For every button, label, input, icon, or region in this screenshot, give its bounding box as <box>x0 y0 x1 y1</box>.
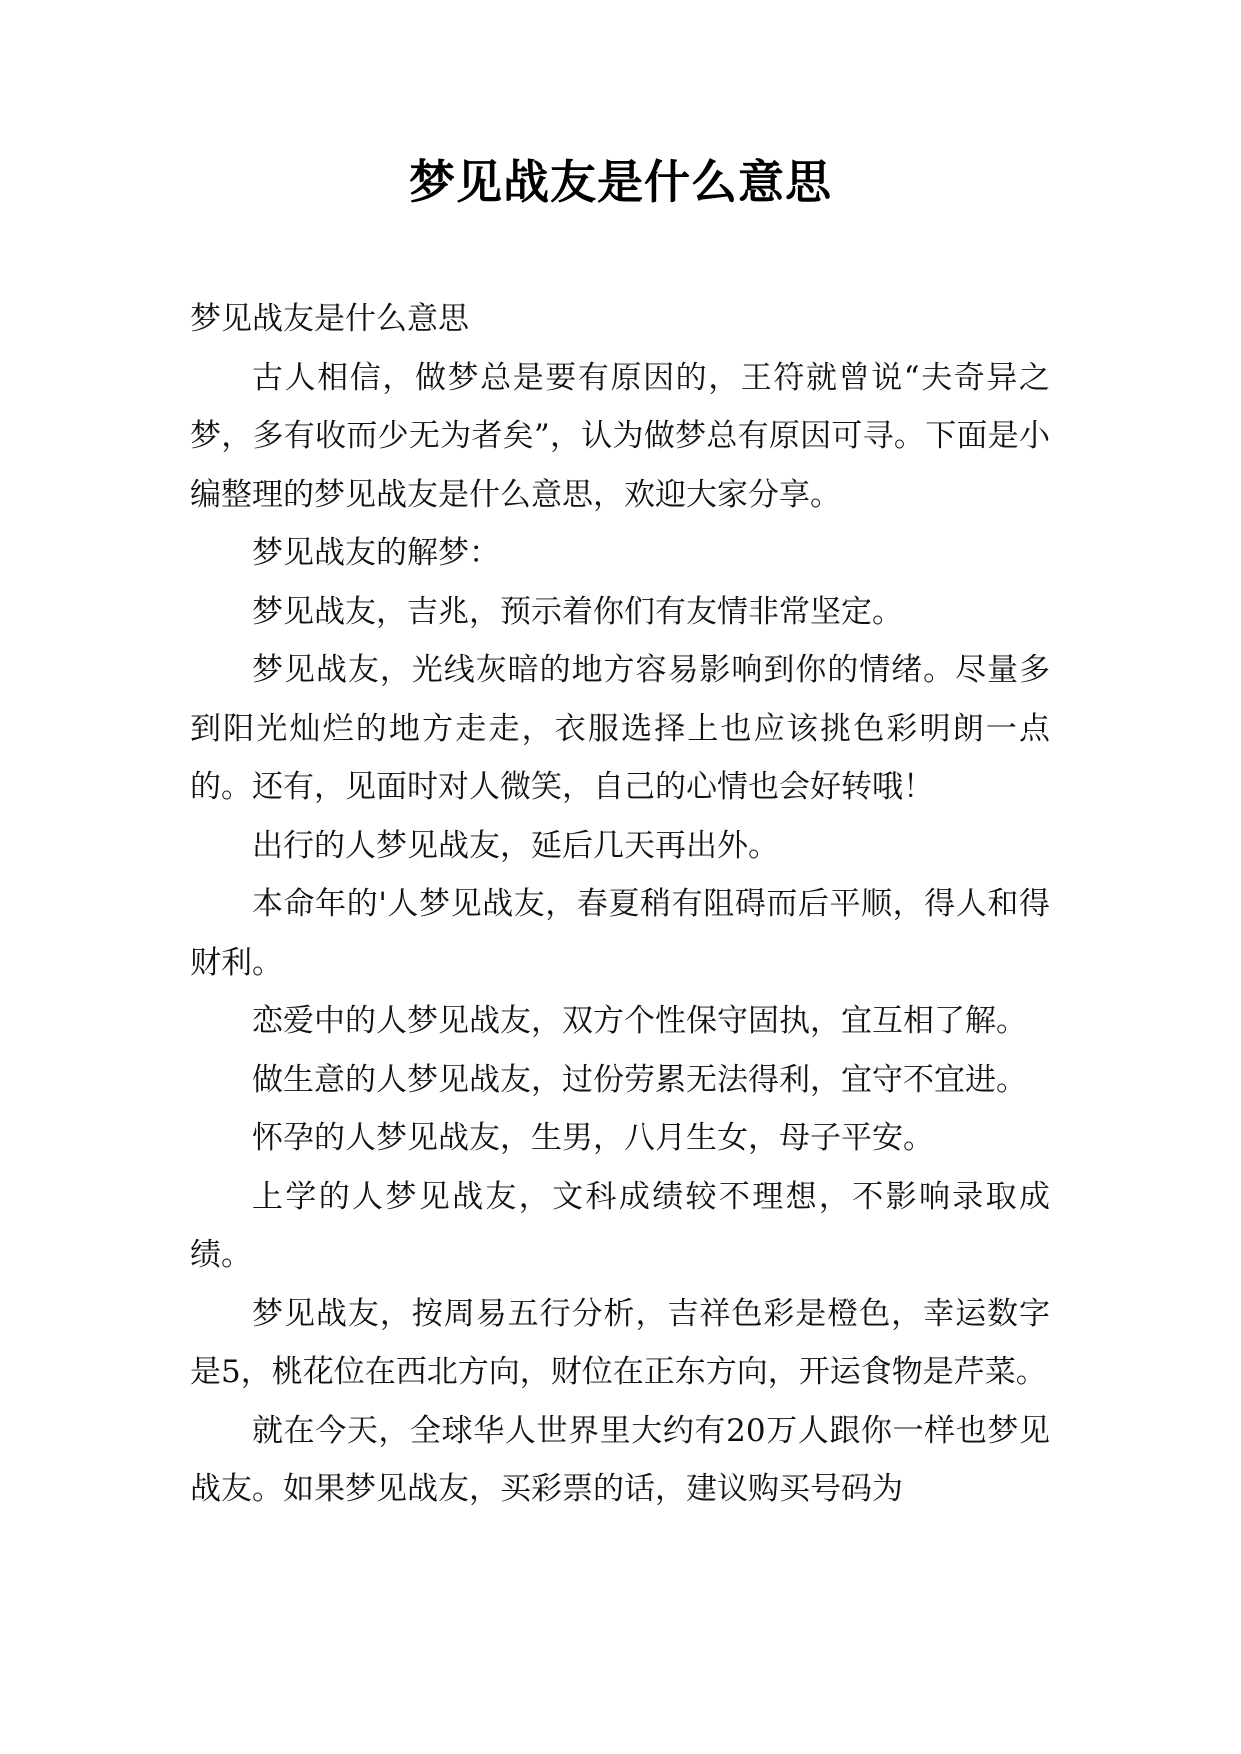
paragraph: 恋爱中的人梦见战友，双方个性保守固执，宜互相了解。 <box>252 1003 1027 1039</box>
paragraph: 梦见战友，光线灰暗的地方容易影响到你的情绪。尽量多到阳光灿烂的地方走走，衣服选择上也应该挑色彩明朗一点的。还有，见面时对人微笑，自己的心情也会好转哦！ <box>190 652 1050 805</box>
paragraph: 梦见战友，按周易五行分析，吉祥色彩是橙色，幸运数字是5，桃花位在西北方向，财位在正东方向，开运食物是芹菜。 <box>190 1295 1050 1390</box>
paragraph: 古人相信，做梦总是要有原因的，王符就曾说“夫奇异之梦，多有收而少无为者矣”，认为做梦总有原因可寻。下面是小编整理的梦见战友是什么意思，欢迎大家分享。 <box>190 359 1050 513</box>
paragraph: 做生意的人梦见战友，过份劳累无法得利，宜守不宜进。 <box>252 1061 1027 1098</box>
paragraph: 怀孕的人梦见战友，生男，八月生女，母子平安。 <box>252 1120 934 1156</box>
paragraph: 上学的人梦见战友，文科成绩较不理想，不影响录取成绩。 <box>190 1178 1050 1273</box>
paragraph: 就在今天，全球华人世界里大约有20万人跟你一样也梦见战友。如果梦见战友，买彩票的话，建议购买号码为 <box>190 1412 1050 1507</box>
paragraph: 本命年的'人梦见战友，春夏稍有阻碍而后平顺，得人和得财利。 <box>190 886 1050 981</box>
paragraph: 梦见战友，吉兆，预示着你们有友情非常坚定。 <box>252 593 903 630</box>
document-subtitle: 梦见战友是什么意思 <box>190 301 469 337</box>
paragraph: 梦见战友的解梦： <box>252 535 500 571</box>
paragraph: 出行的人梦见战友，延后几天再出外。 <box>252 827 779 864</box>
document-title: 梦见战友是什么意思 <box>409 155 832 209</box>
document-body <box>190 290 1050 1519</box>
